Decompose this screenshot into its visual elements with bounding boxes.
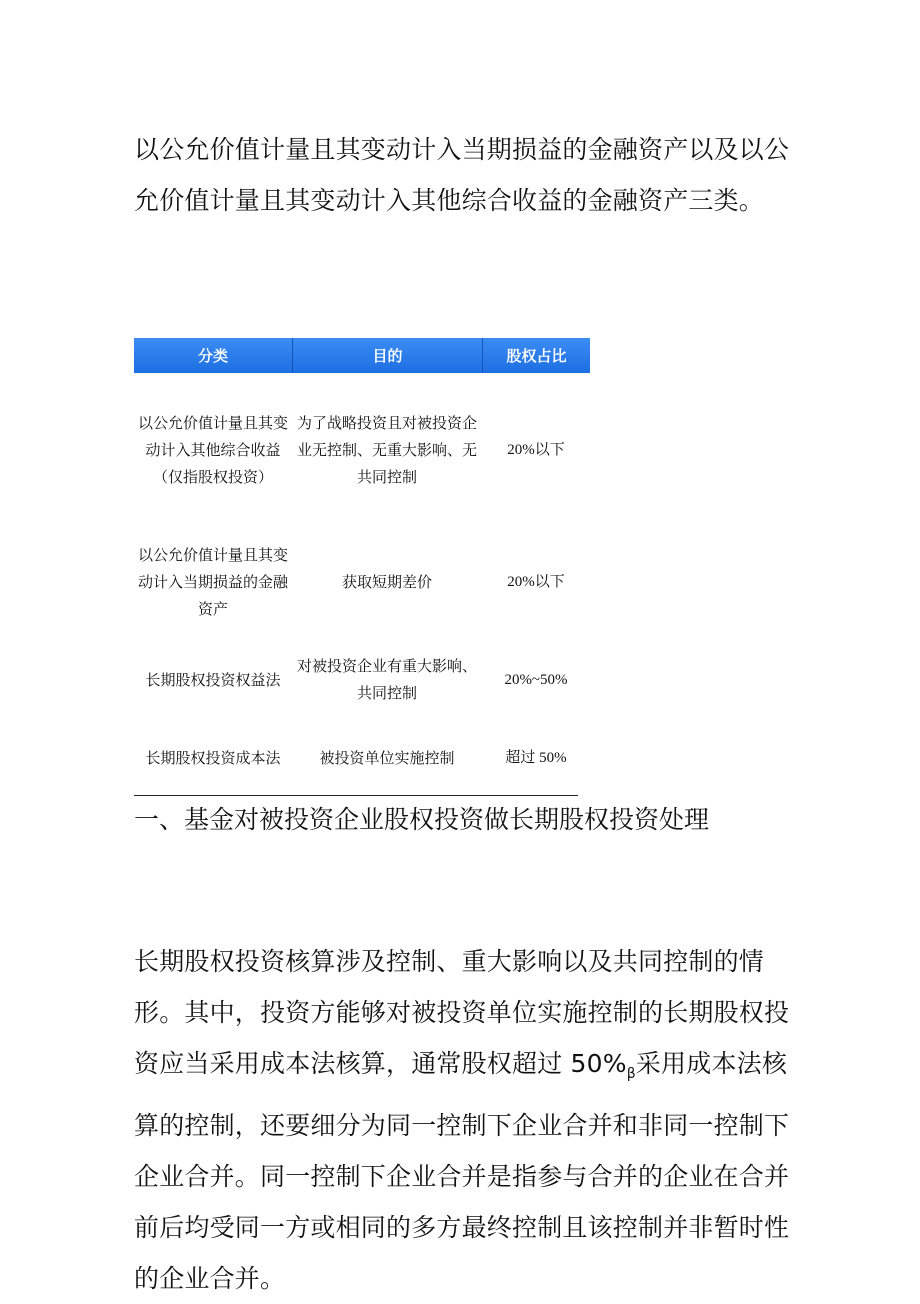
section-heading: 一、基金对被投资企业股权投资做长期股权投资处理: [134, 805, 710, 834]
table-row: [134, 394, 590, 506]
cell-equity-ratio: 20%以下: [507, 573, 565, 590]
table-row: [134, 730, 590, 786]
table-header: [134, 338, 590, 373]
cell-category: 以公允价值计量且其变动计入当期损益的金融资产: [137, 545, 288, 618]
cell-purpose: 为了战略投资且对被投资企业无控制、无重大影响、无共同控制: [296, 413, 477, 486]
cell-equity-ratio: 超过 50%: [505, 749, 567, 766]
cell-category: 长期股权投资权益法: [145, 670, 281, 689]
cell-purpose: 对被投资企业有重大影响、共同控制: [296, 657, 477, 702]
body-paragraph: [134, 936, 794, 1304]
cell-purpose: 获取短期差价: [341, 572, 432, 591]
table-row: [134, 652, 590, 708]
body-subscript: β: [626, 1066, 636, 1082]
cell-category: 以公允价值计量且其变动计入其他综合收益（仅指股权投资）: [137, 413, 288, 486]
body-text-part1: 长期股权投资核算涉及控制、重大影响以及共同控制的情形。其中，投资方能够对被投资单位实施控制的长期股权投资应当采用成本法核算，通常股权超过 50%: [134, 947, 790, 1078]
body-text-part2: 采用成本法核算的控制，还要细分为同一控制下企业合并和非同一控制下企业合并。同一控制下企业合并是指参与合并的企业在合并前后均受同一方或相同的多方最终控制且该控制并非暂时性的企业合并。: [134, 1049, 790, 1293]
classification-table: [134, 338, 590, 767]
header-equity-ratio: 股权占比: [482, 338, 590, 373]
divider-line: [134, 795, 578, 796]
cell-equity-ratio: 20%~50%: [504, 671, 568, 688]
table-row: [134, 540, 590, 624]
header-category: 分类: [197, 347, 228, 365]
cell-equity-ratio: 20%以下: [507, 441, 565, 458]
cell-category: 长期股权投资成本法: [145, 748, 281, 767]
intro-paragraph: 以公允价值计量且其变动计入当期损益的金融资产以及以公允价值计量且其变动计入其他综合收益的金融资产三类。: [134, 135, 790, 215]
header-purpose: 目的: [292, 338, 482, 373]
cell-purpose: 被投资单位实施控制: [319, 748, 455, 767]
